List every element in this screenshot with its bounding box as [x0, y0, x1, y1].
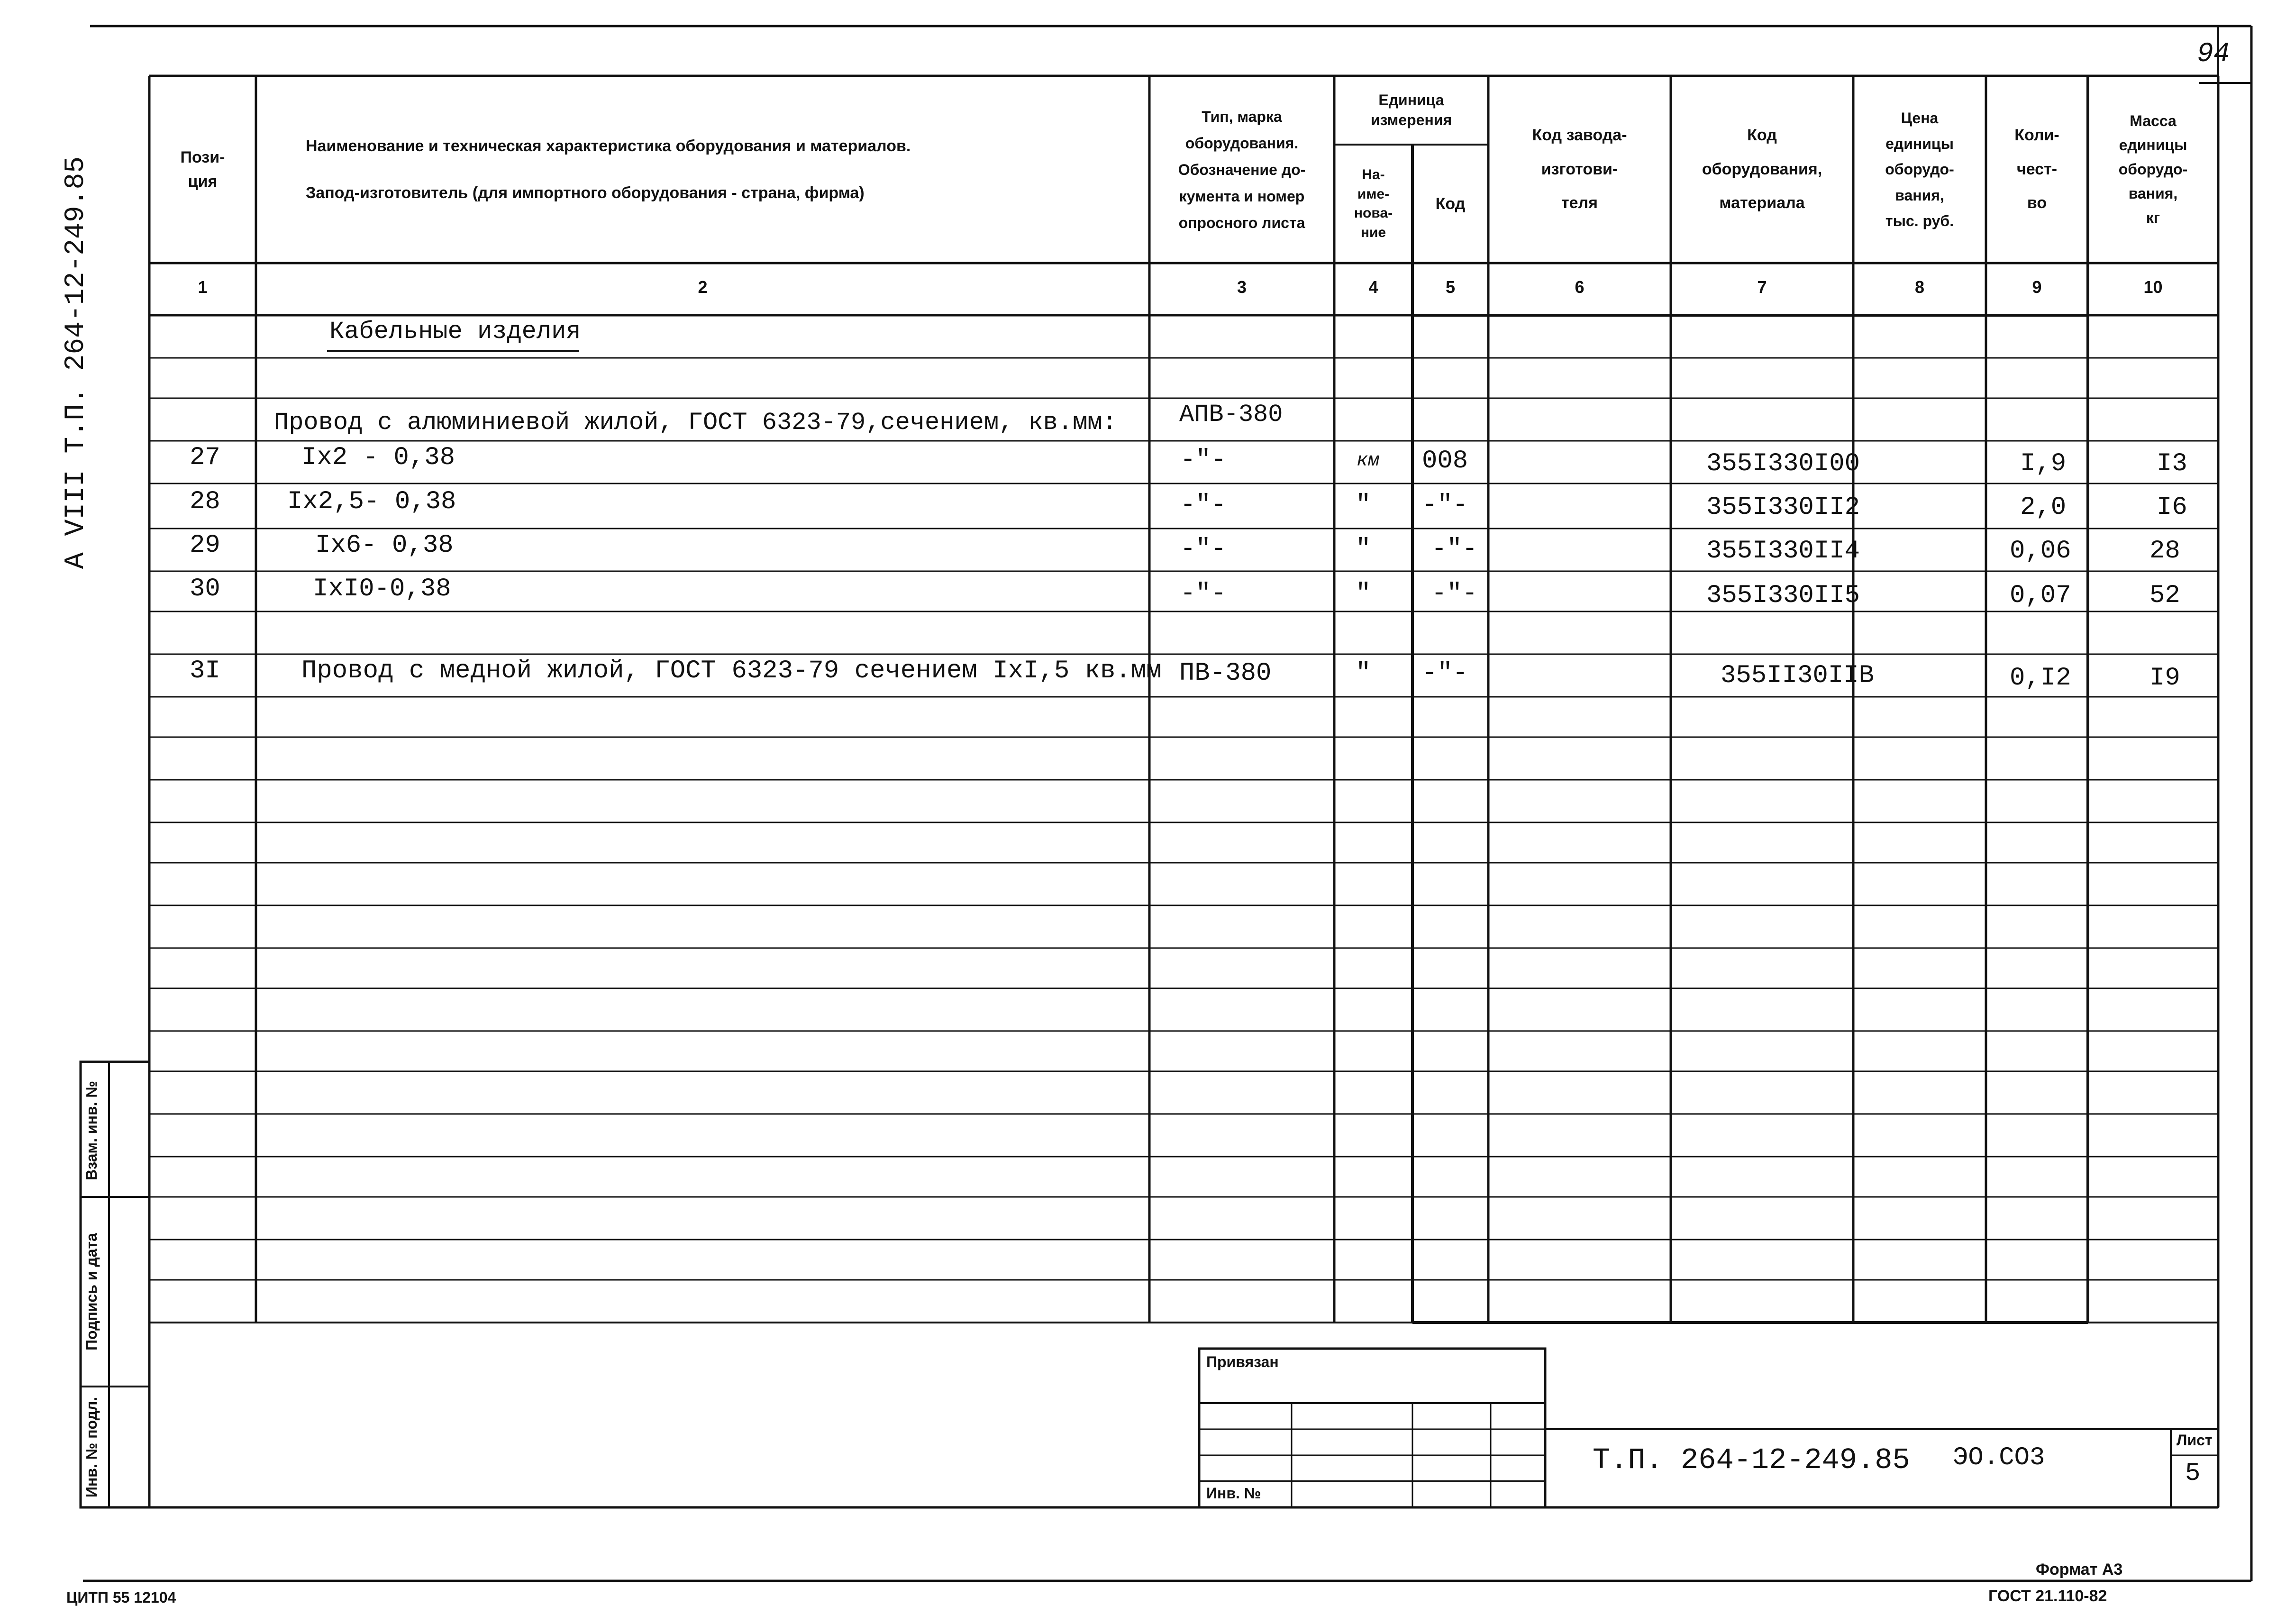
row-unit: " — [1356, 579, 1371, 608]
colnum-10: 10 — [2143, 277, 2163, 297]
row-position: 27 — [190, 443, 220, 472]
colnum-4: 4 — [1368, 277, 1378, 297]
colnum-6: 6 — [1575, 277, 1585, 297]
colnum-9: 9 — [2032, 277, 2042, 297]
row-unit: " — [1356, 491, 1371, 520]
header-price: Цена единицы оборудо- вания, тыс. руб. — [1885, 109, 1954, 230]
row-quantity: 2,0 — [2020, 493, 2067, 522]
row-position: 28 — [190, 487, 220, 516]
row-unit-code: -"- — [1431, 535, 1478, 564]
row-name: Iх2 - 0,38 — [301, 443, 455, 472]
group-heading-type: АПВ-380 — [1179, 401, 1283, 429]
colnum-2: 2 — [698, 277, 708, 297]
row-name: IхI0-0,38 — [313, 575, 451, 603]
colnum-5: 5 — [1445, 277, 1456, 297]
row-mass: 52 — [2149, 581, 2180, 610]
row-mass: I3 — [2157, 449, 2187, 478]
row-name: Iх2,5- 0,38 — [287, 487, 456, 516]
margin-stamp-text: А VIII Т.П. 264-12-249.85 — [60, 156, 91, 569]
row-quantity: I,9 — [2020, 449, 2067, 478]
sheet-label: Лист — [2177, 1432, 2213, 1449]
group-heading: Провод с алюминиевой жилой, ГОСТ 6323-79,сечением, кв.мм: — [274, 409, 1117, 437]
row-type: -"- — [1180, 491, 1227, 520]
row-unit-code: -"- — [1431, 579, 1478, 608]
header-name — [258, 78, 1147, 261]
row-type: ПВ-380 — [1179, 659, 1272, 688]
row-unit-code: -"- — [1422, 491, 1468, 520]
header-unit-code: Код — [1435, 194, 1466, 213]
row-mass: I6 — [2157, 493, 2187, 522]
colnum-7: 7 — [1757, 277, 1767, 297]
page-number: 94 — [2197, 39, 2230, 70]
row-quantity: 0,07 — [2010, 581, 2071, 610]
row-quantity: 0,I2 — [2010, 664, 2071, 693]
side-stamp-signature: Подпись и дата — [83, 1233, 100, 1350]
row-position: 30 — [190, 575, 220, 603]
header-equipment-code: Код оборудования, материала — [1702, 126, 1822, 212]
row-equipment-code: 355I330II2 — [1706, 493, 1860, 522]
colnum-3: 3 — [1237, 277, 1247, 297]
footer-left-code: ЦИТП 55 12104 — [66, 1589, 176, 1606]
colnum-8: 8 — [1914, 277, 1925, 297]
section-title: Кабельные изделия — [329, 318, 581, 346]
side-stamp-vzam: Взам. инв. № — [83, 1081, 100, 1180]
row-equipment-code: 355I330I00 — [1706, 449, 1860, 478]
row-unit: " — [1356, 659, 1371, 688]
row-unit: км — [1357, 450, 1380, 472]
footer-format: Формат А3 — [2036, 1560, 2123, 1578]
row-position: 3I — [190, 657, 220, 685]
row-name: Провод с медной жилой, ГОСТ 6323-79 сечением IхI,5 кв.мм — [301, 657, 1162, 685]
header-name-line2: Запод-изготовитель (для импортного оборудования - страна, фирма) — [306, 183, 865, 202]
margin-stamp — [55, 149, 97, 576]
document-suffix: ЭО.СО3 — [1953, 1443, 2045, 1472]
header-mass: Масса единицы оборудо- вания, кг — [2118, 112, 2188, 227]
sheet-number: 5 — [2185, 1459, 2201, 1488]
header-unit-name: На- име- нова- ние — [1354, 167, 1393, 240]
header-name-line1: Наименование и техническая характеристика оборудования и материалов. — [306, 137, 911, 155]
header-unit-group: Единица измерения — [1370, 91, 1452, 128]
row-type: -"- — [1180, 535, 1227, 564]
title-privyazan: Привязан — [1206, 1353, 1279, 1370]
row-quantity: 0,06 — [2010, 537, 2071, 566]
row-equipment-code: 355II30IIВ — [1721, 661, 1875, 690]
colnum-1: 1 — [198, 277, 208, 297]
row-mass: 28 — [2149, 537, 2180, 566]
row-type: -"- — [1180, 446, 1227, 474]
header-position: Пози- ция — [180, 148, 225, 191]
row-name: Iх6- 0,38 — [315, 531, 454, 560]
header-factory-code: Код завода- изготови- теля — [1532, 126, 1627, 212]
row-unit-code: -"- — [1422, 659, 1468, 688]
row-position: 29 — [190, 531, 220, 560]
row-equipment-code: 355I330II4 — [1706, 537, 1860, 566]
side-stamp-inv: Инв. № подл. — [83, 1396, 100, 1498]
document-code: Т.П. 264-12-249.85 — [1593, 1443, 1910, 1477]
row-equipment-code: 355I330II5 — [1706, 581, 1860, 610]
footer-gost: ГОСТ 21.110-82 — [1988, 1587, 2107, 1605]
row-unit-code: 008 — [1422, 447, 1468, 475]
row-unit: " — [1356, 535, 1371, 564]
header-type: Тип, марка оборудования. Обозначение до- кумента и номер опросного листа — [1178, 108, 1306, 231]
title-inv-no: Инв. № — [1206, 1485, 1261, 1502]
row-mass: I9 — [2149, 664, 2180, 693]
row-type: -"- — [1180, 579, 1227, 608]
header-quantity: Коли- чест- во — [2014, 126, 2059, 212]
